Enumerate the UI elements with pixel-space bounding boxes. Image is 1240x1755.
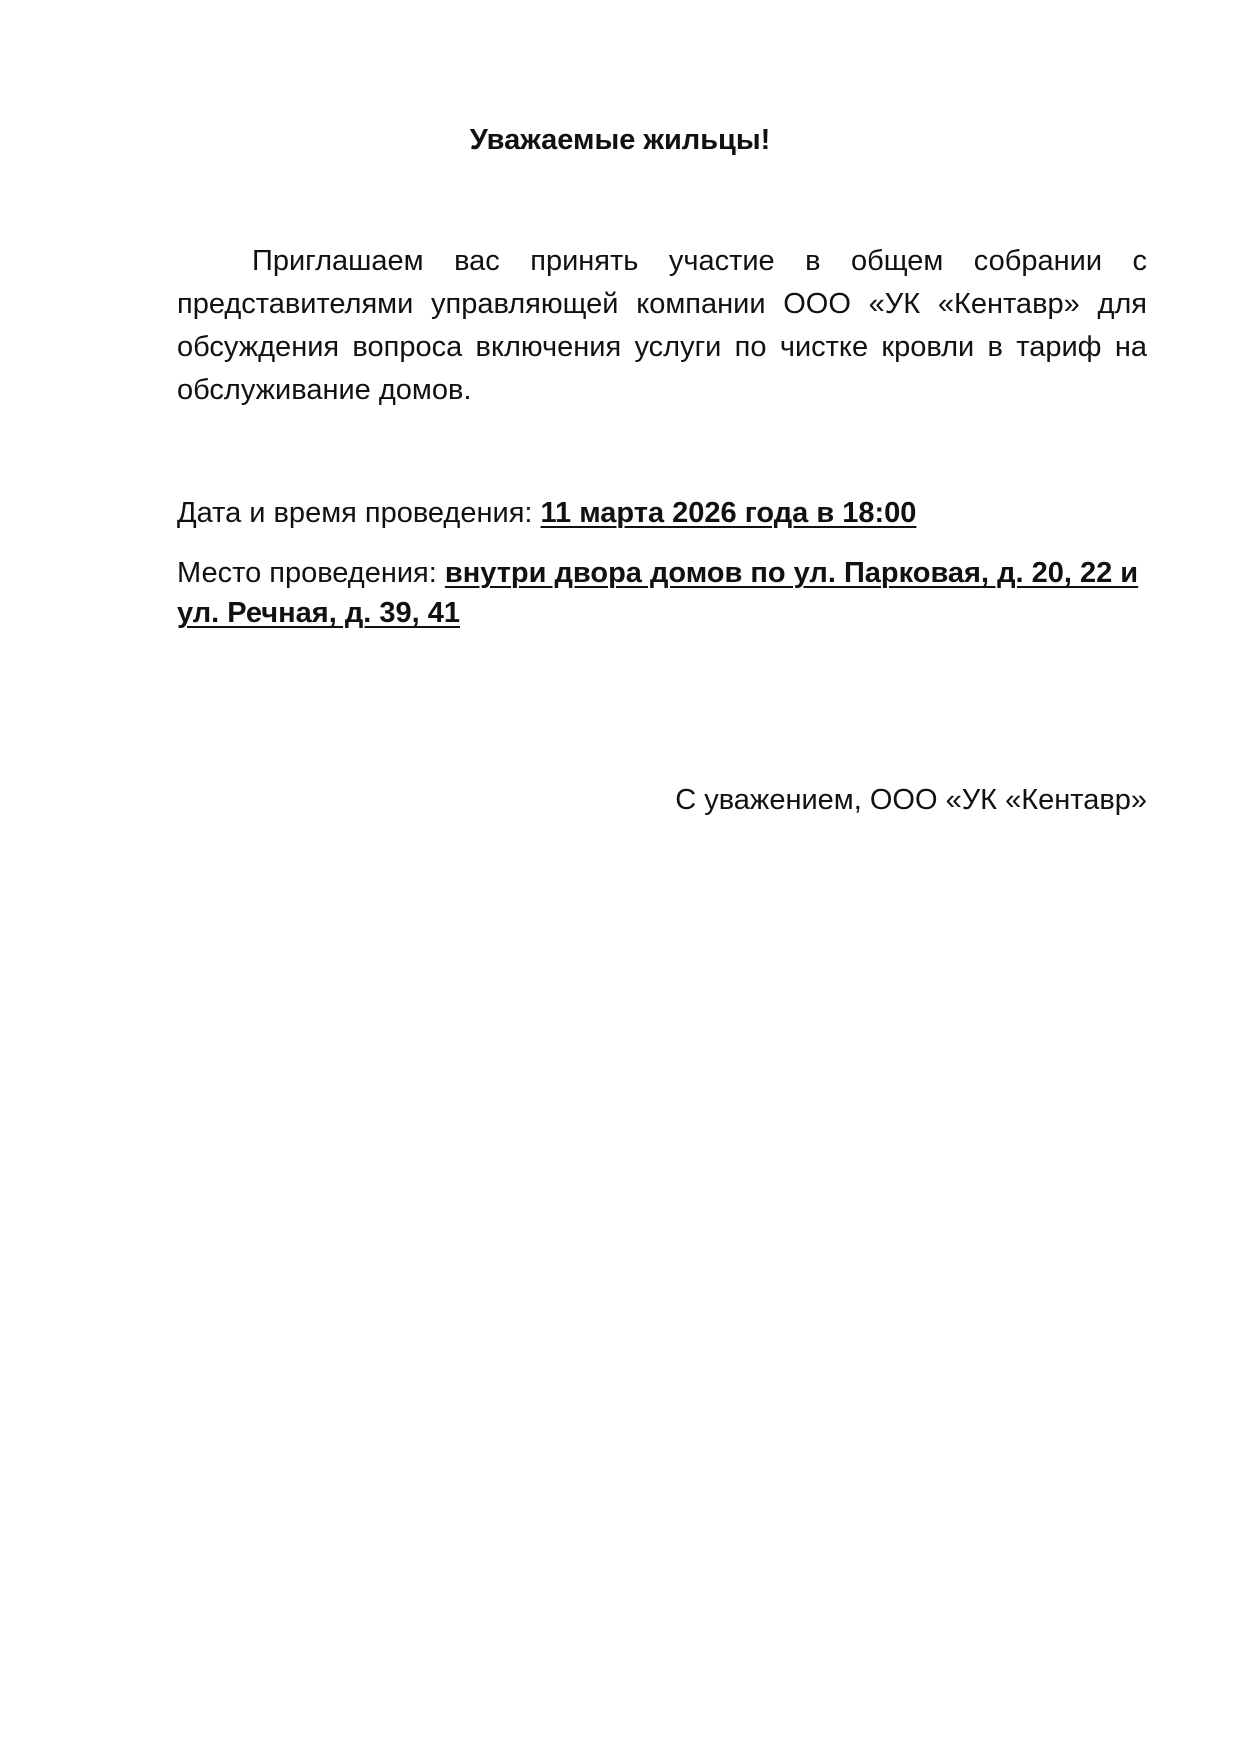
meeting-date-value: 11 марта 2026 года в 18:00 [540,497,917,529]
meeting-place-label: Место проведения: [177,557,445,589]
meeting-place-line [177,553,1147,633]
meeting-place-value: внутри двора домов по ул. Парковая, д. 20, 22 и ул. Речная, д. 39, 41 [177,557,1139,629]
notice-signature: С уважением, ООО «УК «Кентавр» [675,784,1147,816]
notice-title: Уважаемые жильцы! [469,124,771,156]
meeting-date-label: Дата и время проведения: [177,497,541,529]
meeting-date-line [177,493,1147,533]
notice-intro-paragraph: Приглашаем вас принять участие в общем собрании с представителями управляющей компании ООО «УК «Кентавр» для обсуждения вопроса включения услуги по чистке кровли в тариф на обслуживание домов. [177,245,1147,406]
